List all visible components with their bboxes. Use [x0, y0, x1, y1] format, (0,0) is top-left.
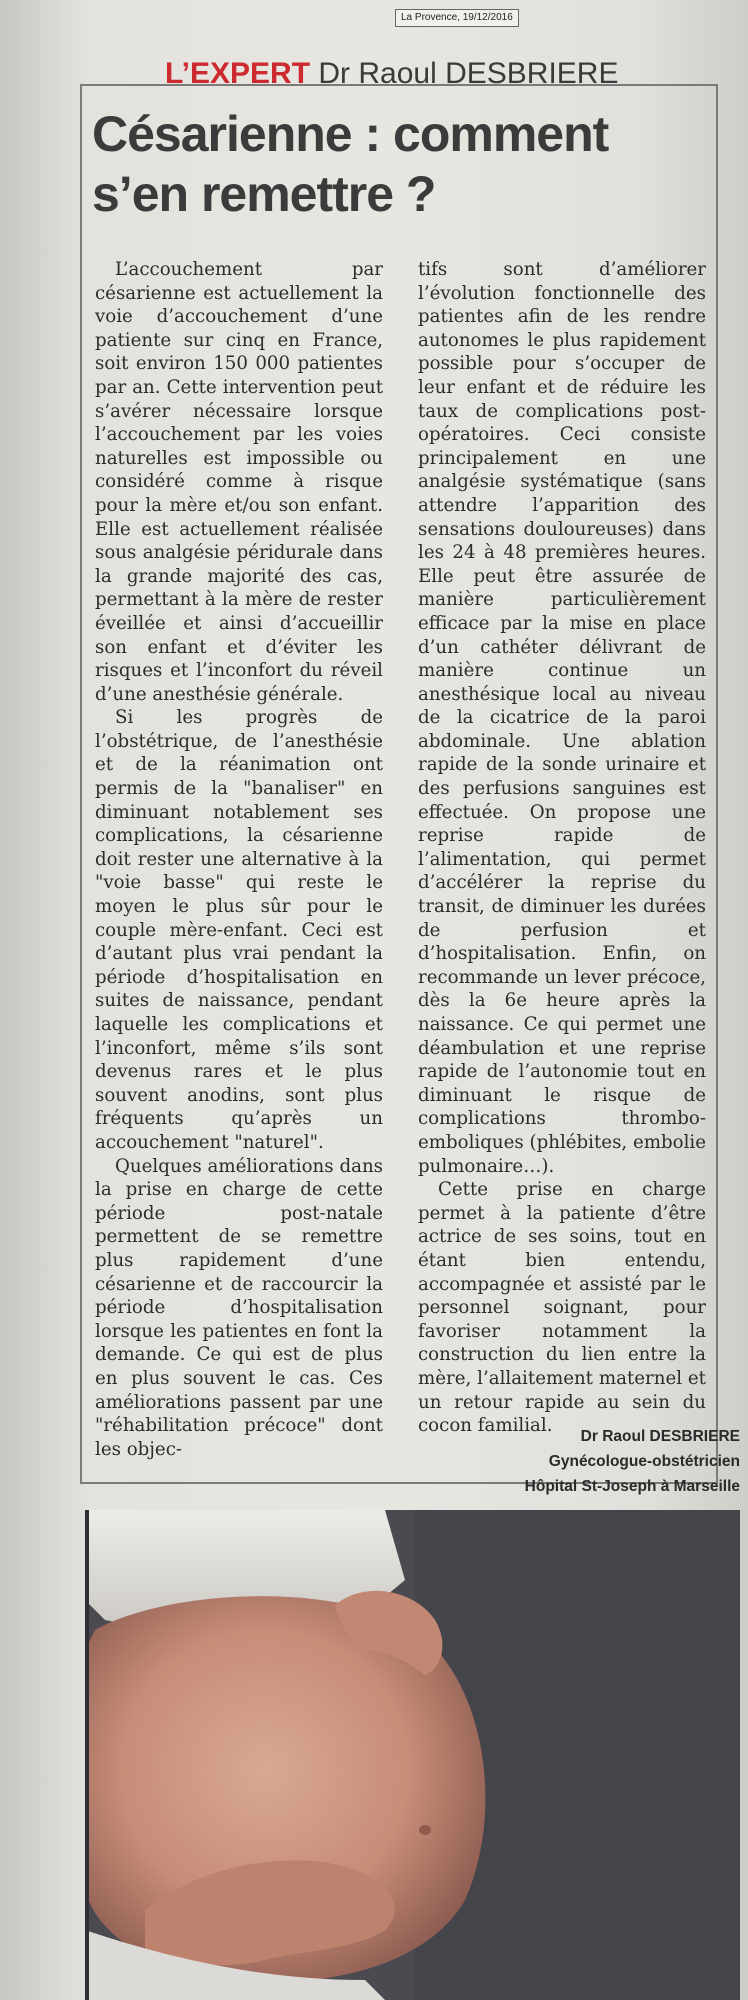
paragraph: Si les progrès de l’obstétrique, de l’anesthésie et de la réanimation ont permis de la "banaliser" en diminuant notablement ses complications, la césarienne doit rester une alternative à la "voie basse" qui reste le moyen le plus sûr pour le couple mère-enfant. Ceci est d’autant plus vrai pendant la période d’hospitalisation en suites de naissance, pendant laquelle les complications et l’inconfort, même s’ils sont devenus rares et le plus souvent anodins, sont plus fréquents qu’après un accouchement "naturel". [95, 707, 383, 1153]
paragraph: L’accouchement par césarienne est actuellement la voie d’accouchement d’une patiente sur cinq en France, soit environ 150 000 patientes par an. Cette intervention peut s’avérer nécessaire lorsque l’accouchement par les voies naturelles est impossible ou considéré comme à risque pour la mère et/ou son enfant. Elle est actuellement réalisée sous analgésie péridurale dans la grande majorité des cas, permettant à la mère de rester éveillée et ainsi d’accueillir son enfant et d’éviter les risques et l’inconfort du réveil d’une anesthésie générale. [95, 259, 383, 705]
article-column-left [95, 258, 383, 1461]
rubric-label: L’EXPERT [165, 57, 311, 90]
navel-shape [419, 1825, 431, 1835]
author-signature [418, 1424, 740, 1499]
pregnant-belly-photo [85, 1510, 740, 2000]
rubric-author: Dr Raoul DESBRIERE [318, 57, 619, 90]
paragraph: Cette prise en charge permet à la patiente d’être actrice de ses soins, tout en étant bien entendu, accompagnée et assisté par le personnel soignant, pour favoriser notamment la construction du lien entre la mère, l’allaitement maternel et un retour rapide au sein du cocon familial. [418, 1179, 706, 1437]
paragraph: tifs sont d’améliorer l’évolution fonctionnelle des patientes afin de les rendre autonomes le plus rapidement possible pour s’occuper de leur enfant et de réduire les taux de complications post-opératoires. Ceci consiste principalement en une analgésie systématique (sans attendre l’apparition des sensations douloureuses) dans les 24 à 48 premières heures. Elle peut être assurée de manière particulièrement efficace par la mise en place d’un cathéter délivrant de manière continue un anesthésique local au niveau de la cicatrice de la paroi abdominale. Une ablation rapide de la sonde urinaire et des perfusions sanguines est effectuée. On propose une reprise rapide de l’alimentation, qui permet d’accélérer la reprise du transit, de diminuer les durées de perfusion et d’hospitalisation. Enfin, on recommande un lever précoce, dès la 6e heure après la naissance. Ce qui permet une déambulation et une reprise rapide de l’autonomie tout en diminuant le risque de complications thrombo-emboliques (phlébites, embolie pulmonaire…). [418, 259, 706, 1177]
article-headline: Césarienne : comment s’en remettre ? [92, 106, 609, 222]
article-column-right [418, 258, 706, 1438]
source-stamp: La Provence, 19/12/2016 [395, 9, 519, 27]
photo-illustration [85, 1510, 740, 2000]
signature-title: Gynécologue-obstétricien [548, 1453, 740, 1470]
paragraph: Quelques améliorations dans la prise en charge de cette période post-natale permettent de se remettre plus rapidement d’une césarienne et de raccourcir la période d’hospitalisation lorsque les patientes en font la demande. Ce qui est de plus en plus souvent le cas. Ces améliorations passent par une "réhabilitation précoce" dont les objec- [95, 1155, 383, 1460]
signature-affiliation: Hôpital St-Joseph à Marseille [524, 1478, 740, 1495]
signature-name: Dr Raoul DESBRIERE [580, 1428, 740, 1445]
